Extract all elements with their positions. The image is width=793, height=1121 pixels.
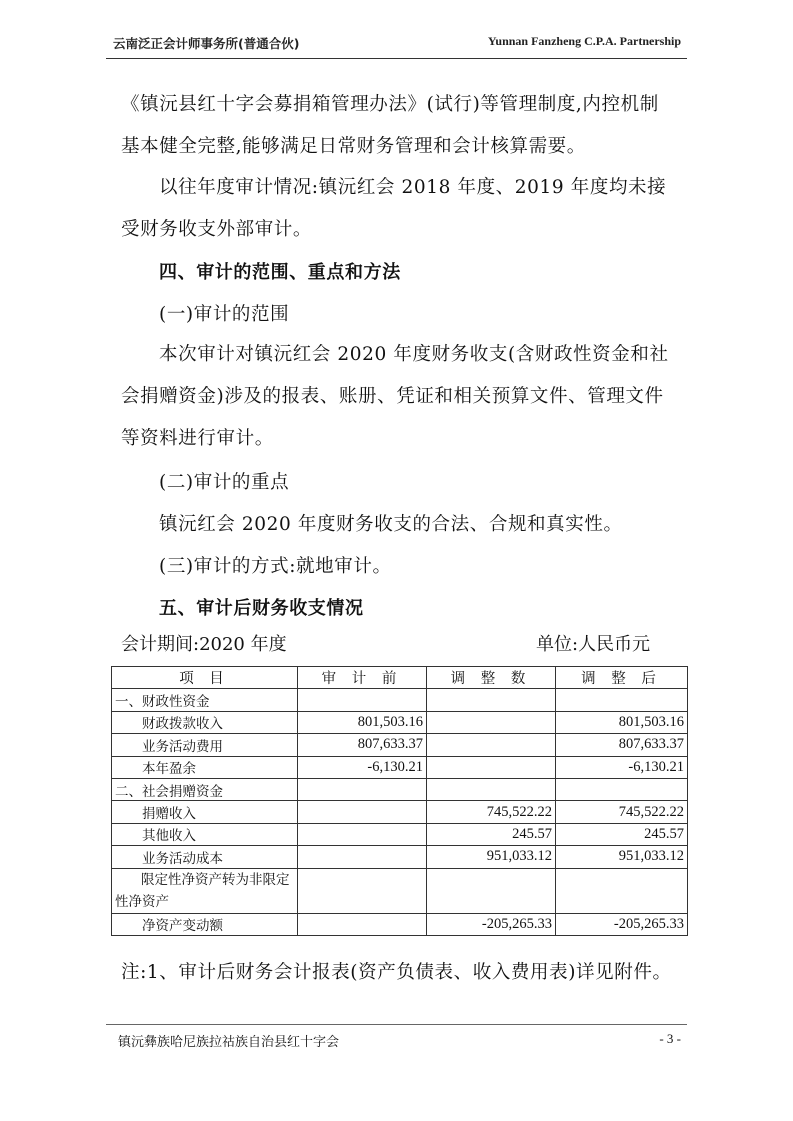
row-adjustment: [427, 778, 556, 800]
col-header-adjustment: 调 整 数: [427, 667, 556, 689]
row-label: 本年盈余: [112, 756, 298, 778]
row-before: [298, 689, 427, 711]
row-before: 807,633.37: [298, 734, 427, 756]
page-number: - 3 -: [659, 1031, 681, 1046]
table-row: [112, 823, 688, 845]
col-header-after: 调 整 后: [556, 667, 688, 689]
row-label: 一、财政性资金: [112, 689, 298, 711]
col-header-item: 项 目: [112, 667, 298, 689]
row-before: [298, 868, 427, 913]
paragraph-focus: 镇沅红会 2020 年度财务收支的合法、合规和真实性。: [159, 514, 623, 535]
table-row: [112, 711, 688, 733]
page-header-firm-cn: 云南泛正会计师事务所(普通合伙): [113, 36, 300, 51]
row-adjustment: [427, 711, 556, 733]
subheading-method: (三)审计的方式:就地审计。: [159, 556, 392, 577]
col-header-before: 审 计 前: [298, 667, 427, 689]
row-label: 捐赠收入: [112, 801, 298, 823]
row-before: 801,503.16: [298, 711, 427, 733]
paragraph-scope: 本次审计对镇沅红会 2020 年度财务收支(含财政性资金和社会捐赠资金)涉及的报表、账册、凭证和相关预算文件、管理文件等资料进行审计。: [121, 344, 669, 449]
section-heading-4: 四、审计的范围、重点和方法: [159, 262, 401, 283]
financial-table: [111, 666, 688, 936]
table-row: [112, 913, 688, 935]
row-adjustment: -205,265.33: [427, 913, 556, 935]
row-after: 807,633.37: [556, 734, 688, 756]
row-after: 801,503.16: [556, 711, 688, 733]
row-before: -6,130.21: [298, 756, 427, 778]
row-label: 财政拨款收入: [112, 711, 298, 733]
paragraph-internal-control-line1: 《镇沅县红十字会募捐箱管理办法》(试行)等管理制度,内控机制: [121, 94, 659, 115]
subheading-focus: (二)审计的重点: [159, 472, 290, 493]
row-after: 745,522.22: [556, 801, 688, 823]
row-after: -6,130.21: [556, 756, 688, 778]
row-label: 限定性净资产转为非限定性净资产: [112, 868, 298, 913]
row-label: 其他收入: [112, 823, 298, 845]
table-row: [112, 868, 688, 913]
row-label: 二、社会捐赠资金: [112, 778, 298, 800]
row-adjustment: [427, 734, 556, 756]
row-label: 净资产变动额: [112, 913, 298, 935]
footer-organization: 镇沅彝族哈尼族拉祜族自治县红十字会: [118, 1035, 340, 1050]
paragraph-prior-audit: 以往年度审计情况:镇沅红会 2018 年度、2019 年度均未接受财务收支外部审计。: [121, 177, 667, 240]
row-before: [298, 913, 427, 935]
table-header-row: [112, 667, 688, 689]
table-row: [112, 734, 688, 756]
row-adjustment: 245.57: [427, 823, 556, 845]
row-adjustment: 951,033.12: [427, 846, 556, 868]
row-after: [556, 778, 688, 800]
row-adjustment: [427, 756, 556, 778]
row-label: 业务活动费用: [112, 734, 298, 756]
table-row: [112, 689, 688, 711]
row-adjustment: [427, 689, 556, 711]
row-after: [556, 689, 688, 711]
table-row: [112, 801, 688, 823]
row-before: [298, 778, 427, 800]
table-row: [112, 778, 688, 800]
row-after: 245.57: [556, 823, 688, 845]
row-after: [556, 868, 688, 913]
table-row: [112, 756, 688, 778]
subheading-scope: (一)审计的范围: [159, 304, 290, 325]
row-before: [298, 846, 427, 868]
page-header-firm-en: Yunnan Fanzheng C.P.A. Partnership: [487, 34, 681, 48]
row-before: [298, 801, 427, 823]
header-divider: [106, 58, 687, 59]
row-before: [298, 823, 427, 845]
table-unit: 单位:人民币元: [536, 634, 651, 655]
row-adjustment: [427, 868, 556, 913]
row-adjustment: 745,522.22: [427, 801, 556, 823]
footer-divider: [106, 1024, 687, 1025]
table-row: [112, 846, 688, 868]
row-after: 951,033.12: [556, 846, 688, 868]
table-period: 会计期间:2020 年度: [121, 634, 287, 655]
section-heading-5: 五、审计后财务收支情况: [159, 598, 364, 619]
table-note: 注:1、审计后财务会计报表(资产负债表、收入费用表)详见附件。: [121, 962, 672, 983]
row-label: 业务活动成本: [112, 846, 298, 868]
paragraph-internal-control-line2: 基本健全完整,能够满足日常财务管理和会计核算需要。: [121, 136, 586, 157]
row-after: -205,265.33: [556, 913, 688, 935]
